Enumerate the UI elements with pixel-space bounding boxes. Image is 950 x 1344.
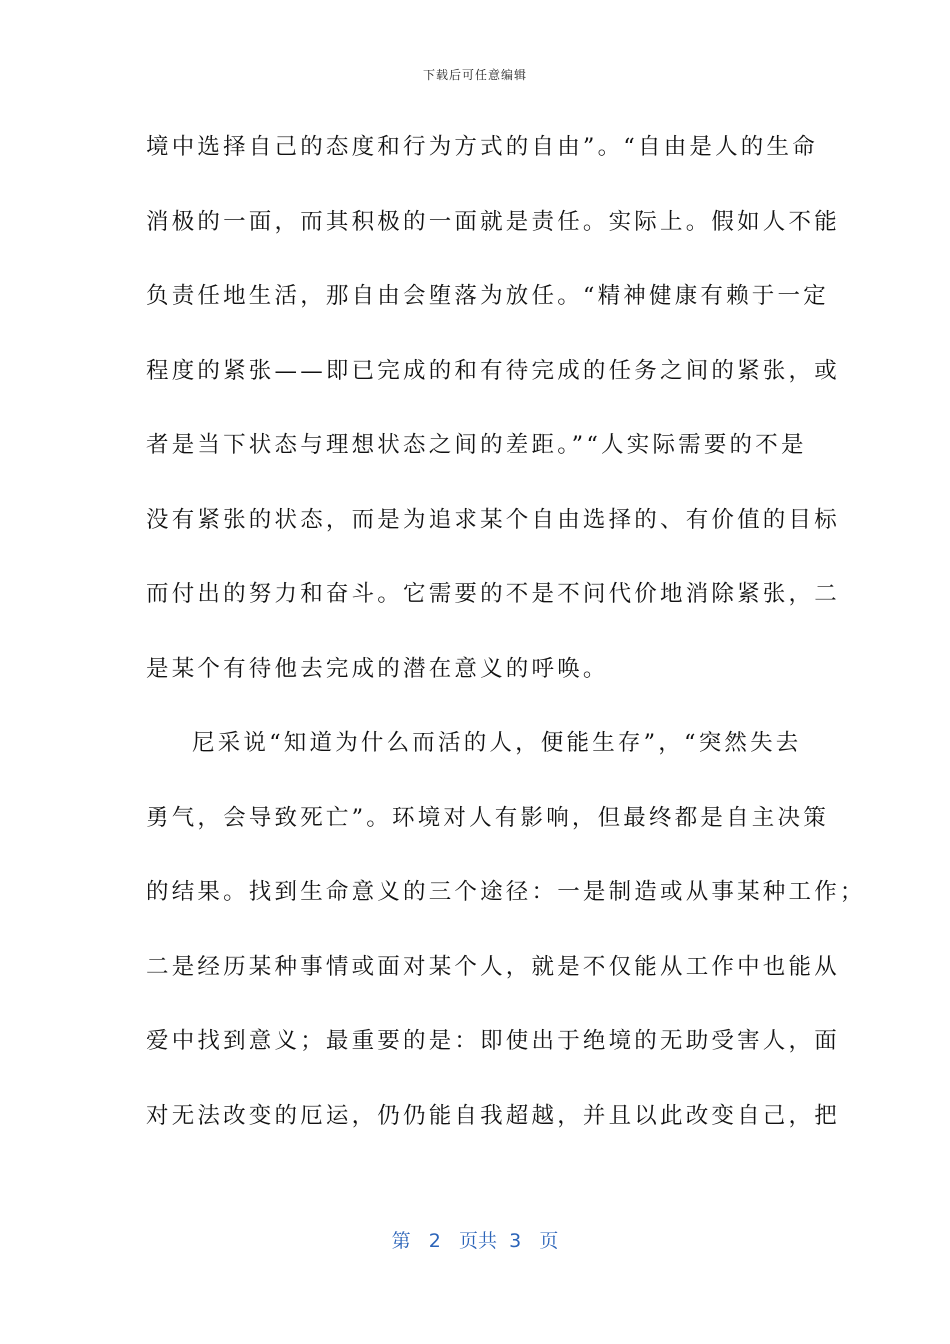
footer-suffix: 页 xyxy=(539,1230,559,1252)
text-line: 消极的一面，而其积极的一面就是责任。实际上。假如人不能 xyxy=(146,208,840,235)
text-line: 二是经历某种事情或面对某个人，就是不仅能从工作中也能从 xyxy=(146,953,840,980)
text-line: 勇气，会导致死亡”。环境对人有影响，但最终都是自主决策 xyxy=(146,804,829,831)
text-line: 是某个有待他去完成的潜在意义的呼唤。 xyxy=(146,655,609,682)
document-body xyxy=(146,118,866,1161)
page-footer xyxy=(0,1226,950,1253)
text-line: 对无法改变的厄运，仍仍能自我超越，并且以此改变自己，把 xyxy=(146,1102,840,1129)
text-line: 负责任地生活，那自由会堕落为放任。“精神健康有赖于一定 xyxy=(146,283,829,309)
text-line: 而付出的努力和奋斗。它需要的不是不问代价地消除紧张，二 xyxy=(146,581,840,607)
total-pages-number: 3 xyxy=(509,1230,522,1252)
text-line: 境中选择自己的态度和行为方式的自由”。“自由是人的生命 xyxy=(146,134,818,160)
footer-prefix: 第 xyxy=(391,1230,411,1252)
text-line: 者是当下状态与理想状态之间的差距。”“人实际需要的不是 xyxy=(146,432,807,458)
current-page-number: 2 xyxy=(428,1230,441,1252)
text-line: 程度的紧张——即已完成的和有待完成的任务之间的紧张，或 xyxy=(146,357,840,384)
text-line: 没有紧张的状态，而是为追求某个自由选择的、有价值的目标 xyxy=(146,506,840,533)
text-line: 的结果。找到生命意义的三个途径：一是制造或从事某种工作； xyxy=(146,879,866,905)
paragraph-first-line: 尼采说“知道为什么而活的人，便能生存”，“突然失去 xyxy=(192,730,802,756)
footer-middle: 页共 xyxy=(459,1230,498,1252)
text-line: 爱中找到意义；最重要的是：即使出于绝境的无助受害人，面 xyxy=(146,1028,840,1054)
page-header: 下载后可任意编辑 xyxy=(422,68,527,82)
